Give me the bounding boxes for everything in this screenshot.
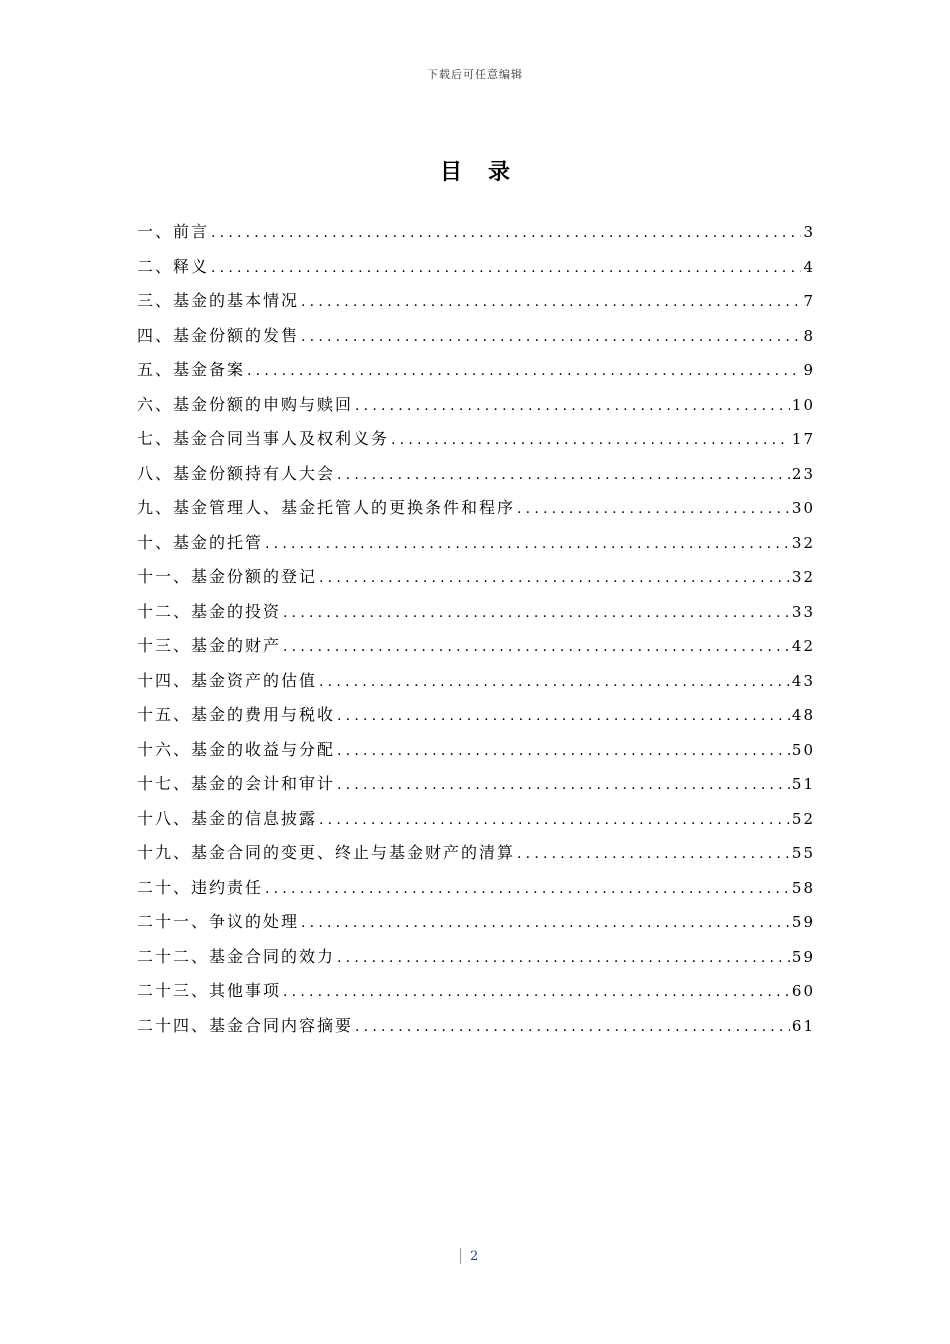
toc-item-page: 4 [803,257,815,276]
toc-dot-leader [355,1013,790,1041]
toc-item[interactable] [137,805,815,840]
toc-item-page: 58 [791,878,815,897]
footer-divider [460,1248,461,1264]
toc-dot-leader [283,978,790,1006]
toc-dot-leader [319,564,790,592]
toc-item[interactable] [137,943,815,978]
toc-dot-leader [301,323,801,351]
toc-item-page: 55 [791,844,815,862]
toc-item[interactable] [137,770,815,805]
toc-item[interactable] [137,460,815,495]
toc-dot-leader [265,875,790,903]
toc-item[interactable] [137,598,815,633]
toc-item[interactable] [137,736,815,771]
toc-item[interactable] [137,632,815,667]
toc-item[interactable] [137,701,815,736]
toc-item[interactable] [137,322,815,357]
toc-item-page: 52 [791,809,815,828]
toc-item[interactable] [137,425,815,460]
toc-dot-leader [517,840,790,868]
page-number: 2 [470,1248,479,1264]
toc-item-page: 17 [791,430,815,448]
toc-item[interactable] [137,908,815,943]
toc-item-page: 10 [791,395,815,414]
toc-item-page: 59 [791,913,815,931]
toc-item[interactable] [137,563,815,598]
toc-dot-leader [355,392,790,420]
toc-item-label: 二十、违约责任 [137,877,264,897]
toc-item[interactable] [137,356,815,391]
toc-item-page: 9 [803,361,815,379]
toc-dot-leader [337,737,790,765]
toc-item-page: 23 [791,464,815,483]
toc-item[interactable] [137,1012,815,1047]
toc-item-page: 59 [791,947,815,966]
toc-dot-leader [391,426,790,454]
toc-item[interactable] [137,391,815,426]
toc-item-label: 二十四、基金合同内容摘要 [137,1015,354,1035]
toc-item-label: 二十三、其他事项 [137,981,282,1000]
toc-item[interactable] [137,977,815,1012]
toc-item-label: 七、基金合同当事人及权利义务 [137,429,390,448]
toc-item-page: 42 [791,637,815,655]
toc-item-page: 51 [791,775,815,793]
toc-dot-leader [211,219,801,247]
toc-item-label: 十六、基金的收益与分配 [137,739,336,759]
toc-item-page: 30 [791,499,815,517]
toc-item-label: 十五、基金的费用与税收 [137,705,336,724]
toc-dot-leader [283,633,790,661]
toc-dot-leader [301,288,801,316]
toc-item-label: 十四、基金资产的估值 [137,670,318,690]
toc-dot-leader [337,944,790,972]
header-note: 下载后可任意编辑 [427,68,523,81]
toc-item-label: 十七、基金的会计和审计 [137,774,336,793]
toc-item-label: 十八、基金的信息披露 [137,808,318,828]
toc-item-page: 32 [791,533,815,552]
toc-item[interactable] [137,874,815,909]
toc-item-label: 二十一、争议的处理 [137,912,300,931]
toc-item-page: 50 [791,740,815,759]
toc-dot-leader [337,461,790,489]
toc-item-label: 十二、基金的投资 [137,601,282,621]
toc-item-page: 61 [791,1016,815,1035]
toc-item-label: 五、基金备案 [137,360,246,379]
toc-dot-leader [265,530,790,558]
toc-item-label: 十九、基金合同的变更、终止与基金财产的清算 [137,843,516,862]
toc-item-label: 四、基金份额的发售 [137,325,300,345]
toc-title: 目录 [439,159,536,185]
toc-item-page: 32 [791,568,815,586]
toc-item-page: 8 [803,326,815,345]
toc-item[interactable] [137,667,815,702]
toc-item[interactable] [137,839,815,874]
toc-dot-leader [211,254,801,282]
toc-item-label: 十三、基金的财产 [137,636,282,655]
toc-list [137,218,815,1046]
toc-dot-leader [301,909,790,937]
toc-item-label: 一、前言 [137,222,210,241]
toc-item-label: 六、基金份额的申购与赎回 [137,394,354,414]
toc-item[interactable] [137,253,815,288]
toc-item-label: 二十二、基金合同的效力 [137,946,336,966]
toc-item-page: 7 [803,292,815,310]
toc-dot-leader [337,702,790,730]
toc-dot-leader [337,771,790,799]
toc-dot-leader [319,806,790,834]
toc-dot-leader [517,495,790,523]
toc-dot-leader [319,668,790,696]
toc-item-page: 48 [791,706,815,724]
toc-item-label: 三、基金的基本情况 [137,291,300,310]
toc-item[interactable] [137,494,815,529]
toc-item[interactable] [137,218,815,253]
toc-dot-leader [247,357,801,385]
toc-item-label: 十、基金的托管 [137,532,264,552]
toc-item[interactable] [137,287,815,322]
toc-item-page: 60 [791,982,815,1000]
toc-item[interactable] [137,529,815,564]
page-footer [460,1247,478,1265]
toc-item-page: 43 [791,671,815,690]
toc-item-label: 八、基金份额持有人大会 [137,463,336,483]
toc-item-page: 3 [803,223,815,241]
toc-item-page: 33 [791,602,815,621]
toc-item-label: 九、基金管理人、基金托管人的更换条件和程序 [137,498,516,517]
toc-item-label: 十一、基金份额的登记 [137,567,318,586]
toc-item-label: 二、释义 [137,256,210,276]
toc-dot-leader [283,599,790,627]
